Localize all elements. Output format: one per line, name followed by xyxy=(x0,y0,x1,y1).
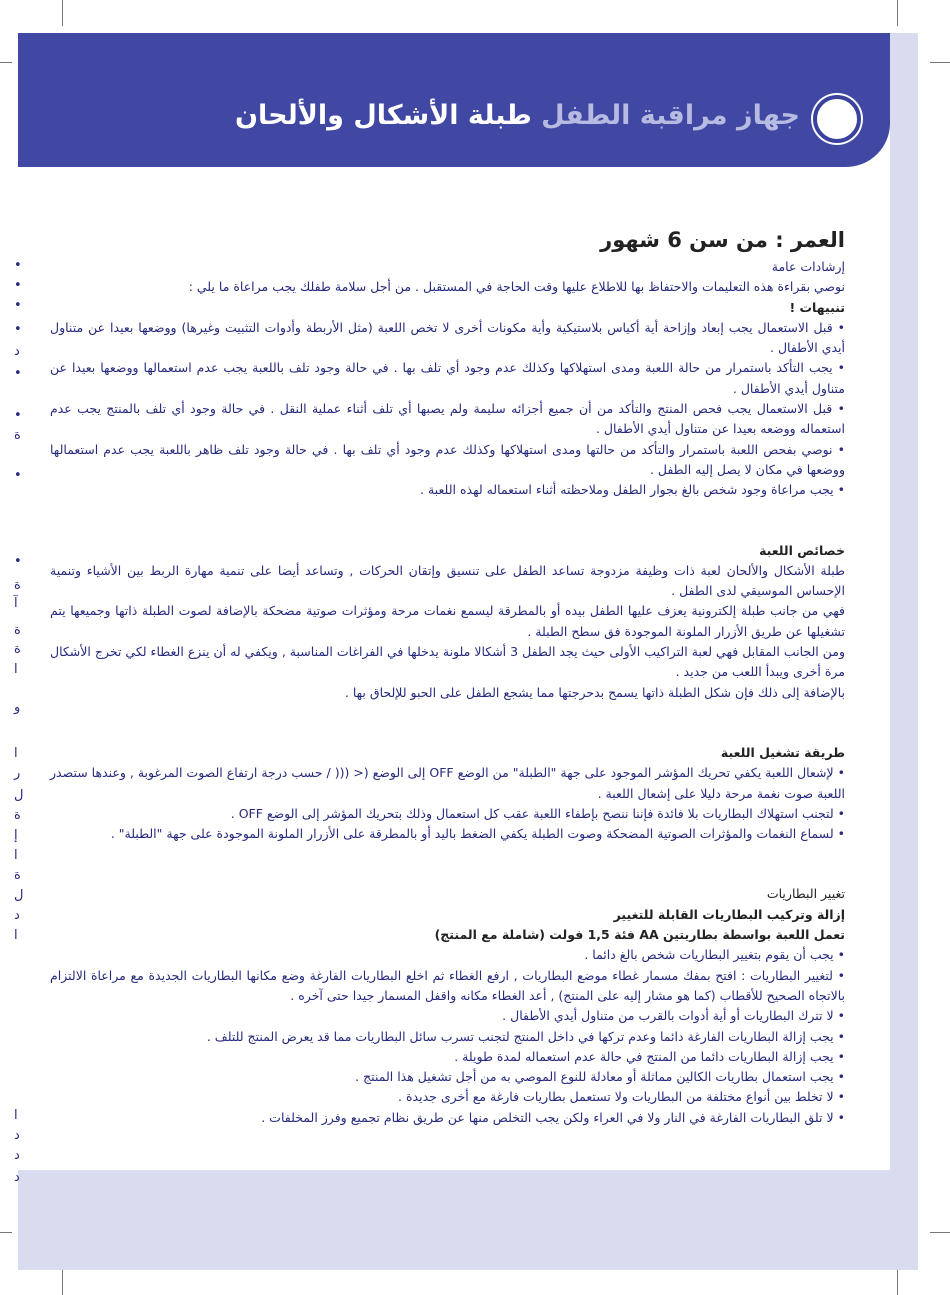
list-item: • لا تترك البطاريات أو أية أدوات بالقرب من متناول أيدي الأطفال . xyxy=(502,1008,845,1024)
header-bullet-icon xyxy=(813,95,861,143)
operation-heading: طريقة تشغيل اللعبة xyxy=(720,744,845,760)
crop-mark xyxy=(897,1270,898,1295)
header-top-strip xyxy=(18,8,918,33)
list-item: • لإشعال اللعبة يكفي تحريك المؤشر الموجود على جهة "الطبلة" من الوضع OFF إلى الوضع (< ((( / حسب درجة ارتفاع الصوت المرغوبة , وعندها ستصدر اللعبة صوت نغمة مرحة دليلا على إشعال اللعبة . xyxy=(50,765,845,801)
general-heading: إرشادات عامة xyxy=(771,259,845,274)
margin-mark: • xyxy=(14,366,22,381)
margin-mark: ة xyxy=(14,428,21,443)
margin-mark: ر xyxy=(14,766,21,781)
margin-mark: ة xyxy=(14,868,21,883)
batteries-spec: تعمل اللعبة بواسطة بطاريتين AA فئة 1,5 فولت (شاملة مع المنتج) xyxy=(434,927,845,943)
list-item: • لا تلق البطاريات الفارغة في النار ولا في العراء ولكن يجب التخلص منها عن طريق نظام تجميع وفرز المخلفات . xyxy=(261,1109,845,1125)
list-item: • يجب مراعاة وجود شخص بالغ بجوار الطفل وملاحظته أثناء استعماله لهذه اللعبة . xyxy=(420,482,845,498)
batteries-heading: تغيير البطاريات xyxy=(766,886,845,902)
list-item: • يجب إزالة البطاريات الفارغة دائما وعدم تركها في داخل المنتج لتجنب تسرب سائل البطاريات مما قد يعرض المنتج للتلف . xyxy=(206,1028,845,1044)
list-item: • لتجنب استهلاك البطاريات بلا فائدة فإننا ننصح بإطفاء اللعبة عقب كل استعمال وذلك بتحريك المؤشر إلى الوضع OFF . xyxy=(230,805,845,821)
margin-mark: د xyxy=(14,344,20,359)
page-title xyxy=(235,96,800,136)
margin-mark: ة xyxy=(14,623,21,638)
side-strip xyxy=(890,33,918,1270)
warnings-heading: تنبيهات ! xyxy=(789,299,845,315)
margin-mark: ا xyxy=(14,746,18,761)
list-item: • يجب استعمال بطاريات الكالين مماثلة أو معادلة للنوع الموصي به من أجل تشغيل هذا المنتج . xyxy=(355,1069,845,1085)
margin-mark: د xyxy=(14,908,20,923)
batteries-subheading: إزالة وتركيب البطاريات القابلة للتغيير xyxy=(613,906,845,922)
age-title: العمر : من سن 6 شهور xyxy=(600,228,845,252)
list-item: • لسماع النغمات والمؤثرات الصوتية المضحكة وصوت الطبلة يكفي الضغط باليد أو بالمطرقة على الأزرار الملونة الموجودة على جهة "الطبلة" . xyxy=(110,826,845,842)
margin-mark: ل xyxy=(14,788,24,803)
list-item: • يجب إزالة البطاريات دائما من المنتج في حالة عدم استعماله لمدة طويلة . xyxy=(454,1048,845,1064)
list-item: • لا تخلط بين أنواع مختلفة من البطاريات ولا تستعمل بطاريات فارغة مع أخرى جديدة . xyxy=(398,1089,845,1105)
general-intro: نوصي بقراءة هذه التعليمات والاحتفاظ بها للاطلاع عليها وقت الحاجة في المستقبل . من أجل سلامة طفلك يجب مراعاة ما يلي : xyxy=(188,279,845,295)
margin-mark: • xyxy=(14,258,22,273)
title-white: طبلة الأشكال والألحان xyxy=(235,100,532,131)
margin-mark: د xyxy=(14,1170,20,1185)
margin-mark: و xyxy=(14,700,21,715)
crop-mark xyxy=(62,1270,63,1295)
paragraph: طبلة الأشكال والألحان لعبة ذات وظيفة مزدوجة تساعد الطفل على تنسيق وإتقان الحركات , وتساعد أيضا على تنمية مهارة الربط بين الأشياء وتنمية الإحساس الموسيقي لدى الطفل . xyxy=(50,562,845,599)
list-item: • قبل الاستعمال يجب فحص المنتج والتأكد من أن جميع أجزائه سليمة ولم يصبها أي تلف أثناء عملية النقل . في حالة وجود أي تلف بالمنتج يجب عدم استعماله ووضعه بعيدا عن متناول أيدي الأطفال . xyxy=(50,401,845,437)
paragraph: ومن الجانب المقابل فهي لعبة التراكيب الأولى حيث يجد الطفل 3 أشكالا ملونة يدخلها في الفراغات المناسبة , ويكفي له أن ينزع الغطاء لكي تخرج الأشكال مرة أخرى ويبدأ اللعب من جديد . xyxy=(50,644,845,680)
margin-mark: ة xyxy=(14,642,21,657)
list-item: • لتغيير البطاريات : افتح بمفك مسمار غطاء موضع البطاريات , ارفع الغطاء ثم اخلع البطاريات الفارغة وضع مكانها البطاريات الجديدة مع مراعاة الالتزام بالاتجاه الصحيح للأقطاب (كما هو مشار إليه على المنتج) , أعد الغطاء مكانه واقفل المسمار جيدا حتى آخره . xyxy=(50,967,845,1003)
margin-mark: د xyxy=(14,1148,20,1163)
crop-mark xyxy=(0,62,12,63)
margin-mark: آ xyxy=(14,596,18,611)
title-light: جهاز مراقبة الطفل xyxy=(541,100,800,131)
footer-band xyxy=(18,1170,918,1270)
margin-mark: ة xyxy=(14,578,21,593)
margin-mark: • xyxy=(14,298,22,313)
margin-mark: • xyxy=(14,408,22,423)
paragraph: فهي من جانب طبلة إلكترونية يعزف عليها الطفل بيده أو بالمطرقة ليسمع نغمات مرحة ومؤثرات صوتية مضحكة بالإضافة لصوت الطبلة ذاتها وجميعها يتم تشغيلها عن طريق الأزرار الملونة الموجودة فق سطح الطبلة . xyxy=(50,603,845,639)
margin-mark: ا xyxy=(14,1108,18,1123)
margin-mark: ا xyxy=(14,848,18,863)
margin-mark: • xyxy=(14,278,22,293)
margin-bleed-marks xyxy=(12,258,28,1185)
features-heading: خصائص اللعبة xyxy=(759,542,845,558)
list-item: • نوصي بفحص اللعبة باستمرار والتأكد من حالتها ومدى استهلاكها وكذلك عدم وجود أي تلف بها . في حالة وجود تلف ظاهر باللعبة يجب عدم استعمالها ووضعها في مكان لا يصل إليه الطفل . xyxy=(50,441,845,477)
margin-mark: ا xyxy=(14,928,18,943)
margin-mark: ا xyxy=(14,662,18,677)
margin-mark: • xyxy=(14,468,22,483)
document-body xyxy=(50,225,845,1128)
crop-mark xyxy=(62,0,63,26)
margin-mark: إ xyxy=(14,828,18,843)
margin-mark: • xyxy=(14,322,22,337)
crop-mark xyxy=(0,1232,12,1233)
list-item: • يجب أن يقوم بتغيير البطاريات شخص بالغ دائما . xyxy=(584,947,845,963)
margin-mark: ل xyxy=(14,888,24,903)
margin-mark: • xyxy=(14,554,22,569)
list-item: • يجب التأكد باستمرار من حالة اللعبة ومدى استهلاكها وكذلك عدم وجود أي تلف بها . في حالة وجود تلف باللعبة يجب عدم استعمالها ووضعها بعيدا عن متناول أيدي الأطفال . xyxy=(50,360,845,396)
margin-mark: ة xyxy=(14,808,21,823)
paragraph: بالإضافة إلى ذلك فإن شكل الطبلة ذاتها يسمح بدحرجتها مما يشجع الطفل على الحبو للإلحاق بها . xyxy=(344,684,845,700)
list-item: • قبل الاستعمال يجب إبعاد وإزاحة أية أكياس بلاستيكية وأية مكونات أخرى لا تخص اللعبة (مثل الأربطة وأدوات التثبيت وغيرها) ووضعها بعيدا عن متناول أيدي الأطفال . xyxy=(50,319,845,356)
crop-mark xyxy=(930,1232,950,1233)
crop-mark xyxy=(930,62,950,63)
margin-mark: د xyxy=(14,1128,20,1143)
crop-mark xyxy=(897,0,898,26)
